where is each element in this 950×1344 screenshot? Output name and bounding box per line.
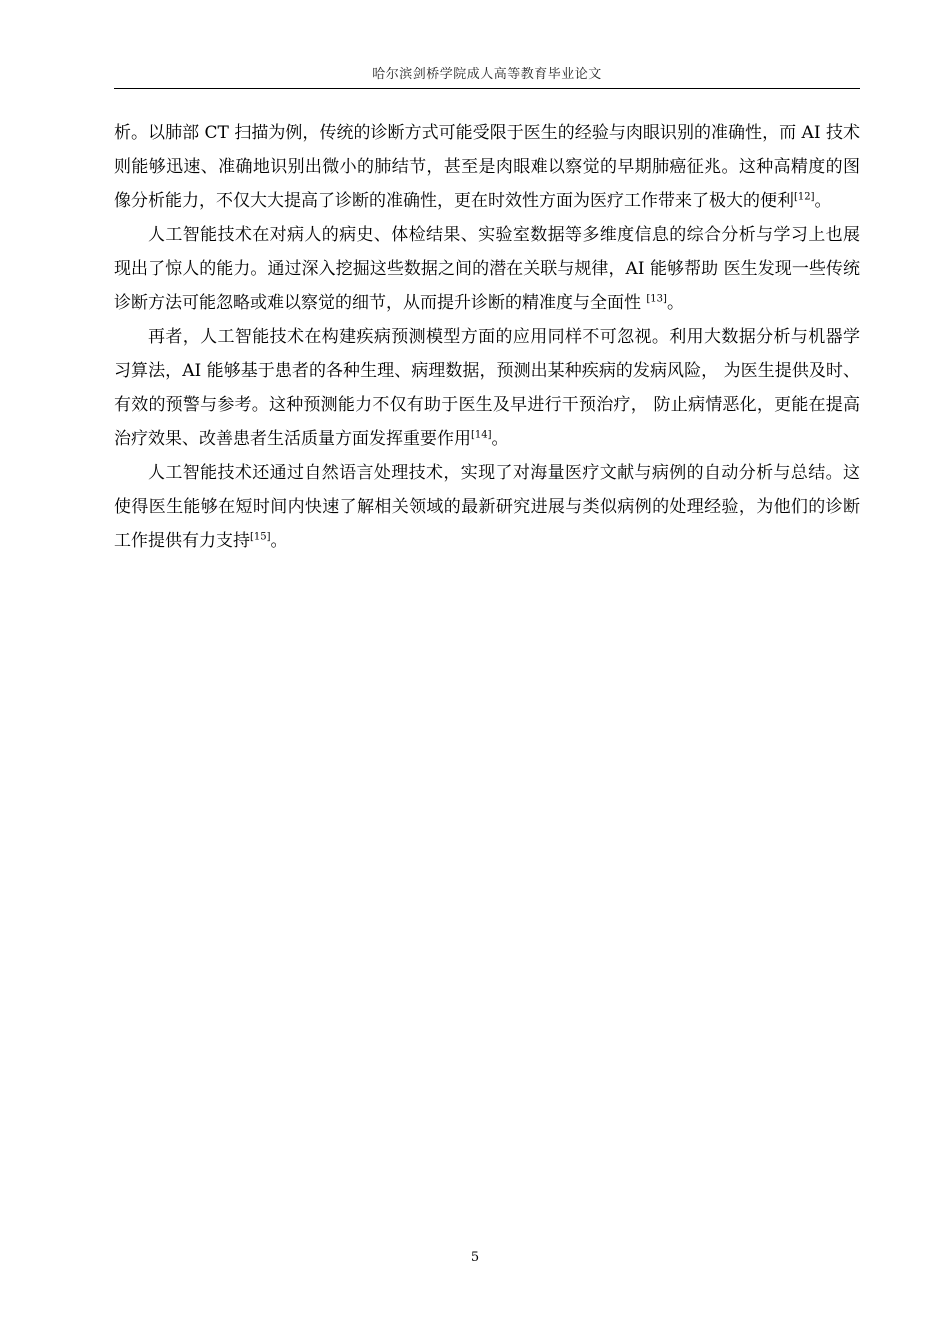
paragraph-1-text: 析。以肺部 CT 扫描为例，传统的诊断方式可能受限于医生的经验与肉眼识别的准确性，而 AI 技术则能够迅速、准确地识别出微小的肺结节，甚至是肉眼难以察觉的早期肺癌征兆。这种高精度的图像分析能力，不仅大大提高了诊断的准确性，更在时效性方面为医疗工作带来了极大的便利 bbox=[114, 123, 860, 211]
paragraph-3 bbox=[114, 320, 860, 456]
citation-13: [13] bbox=[646, 293, 667, 305]
paragraph-4-end: 。 bbox=[270, 531, 288, 551]
citation-12: [12] bbox=[794, 191, 815, 203]
paragraph-1-end: 。 bbox=[814, 191, 832, 211]
paragraph-3-end: 。 bbox=[491, 429, 509, 449]
citation-15: [15] bbox=[250, 531, 271, 543]
page-header: 哈尔滨剑桥学院成人高等教育毕业论文 bbox=[372, 67, 602, 82]
paragraph-3-text: 再者，人工智能技术在构建疾病预测模型方面的应用同样不可忽视。利用大数据分析与机器学习算法，AI 能够基于患者的各种生理、病理数据，预测出某种疾病的发病风险， 为医生提供及时、有效的预警与参考。这种预测能力不仅有助于医生及早进行干预治疗， 防止病情恶化，更能在提高治疗效果、改善患者生活质量方面发挥重要作用 bbox=[114, 327, 860, 449]
header-divider bbox=[114, 88, 860, 89]
page-number: 5 bbox=[470, 1250, 480, 1265]
paragraph-1 bbox=[114, 116, 860, 218]
paragraph-2-text: 人工智能技术在对病人的病史、体检结果、实验室数据等多维度信息的综合分析与学习上也展现出了惊人的能力。通过深入挖掘这些数据之间的潜在关联与规律，AI 能够帮助 医生发现一些传统诊断方法可能忽略或难以察觉的细节，从而提升诊断的精准度与全面性 bbox=[114, 225, 860, 313]
paragraph-4-text: 人工智能技术还通过自然语言处理技术，实现了对海量医疗文献与病例的自动分析与总结。这使得医生能够在短时间内快速了解相关领域的最新研究进展与类似病例的处理经验，为他们的诊断工作提供有力支持 bbox=[114, 463, 860, 551]
paragraph-2 bbox=[114, 218, 860, 320]
paragraph-2-end: 。 bbox=[666, 293, 684, 313]
body-text bbox=[114, 116, 860, 558]
citation-14: [14] bbox=[471, 429, 492, 441]
paragraph-4 bbox=[114, 456, 860, 558]
